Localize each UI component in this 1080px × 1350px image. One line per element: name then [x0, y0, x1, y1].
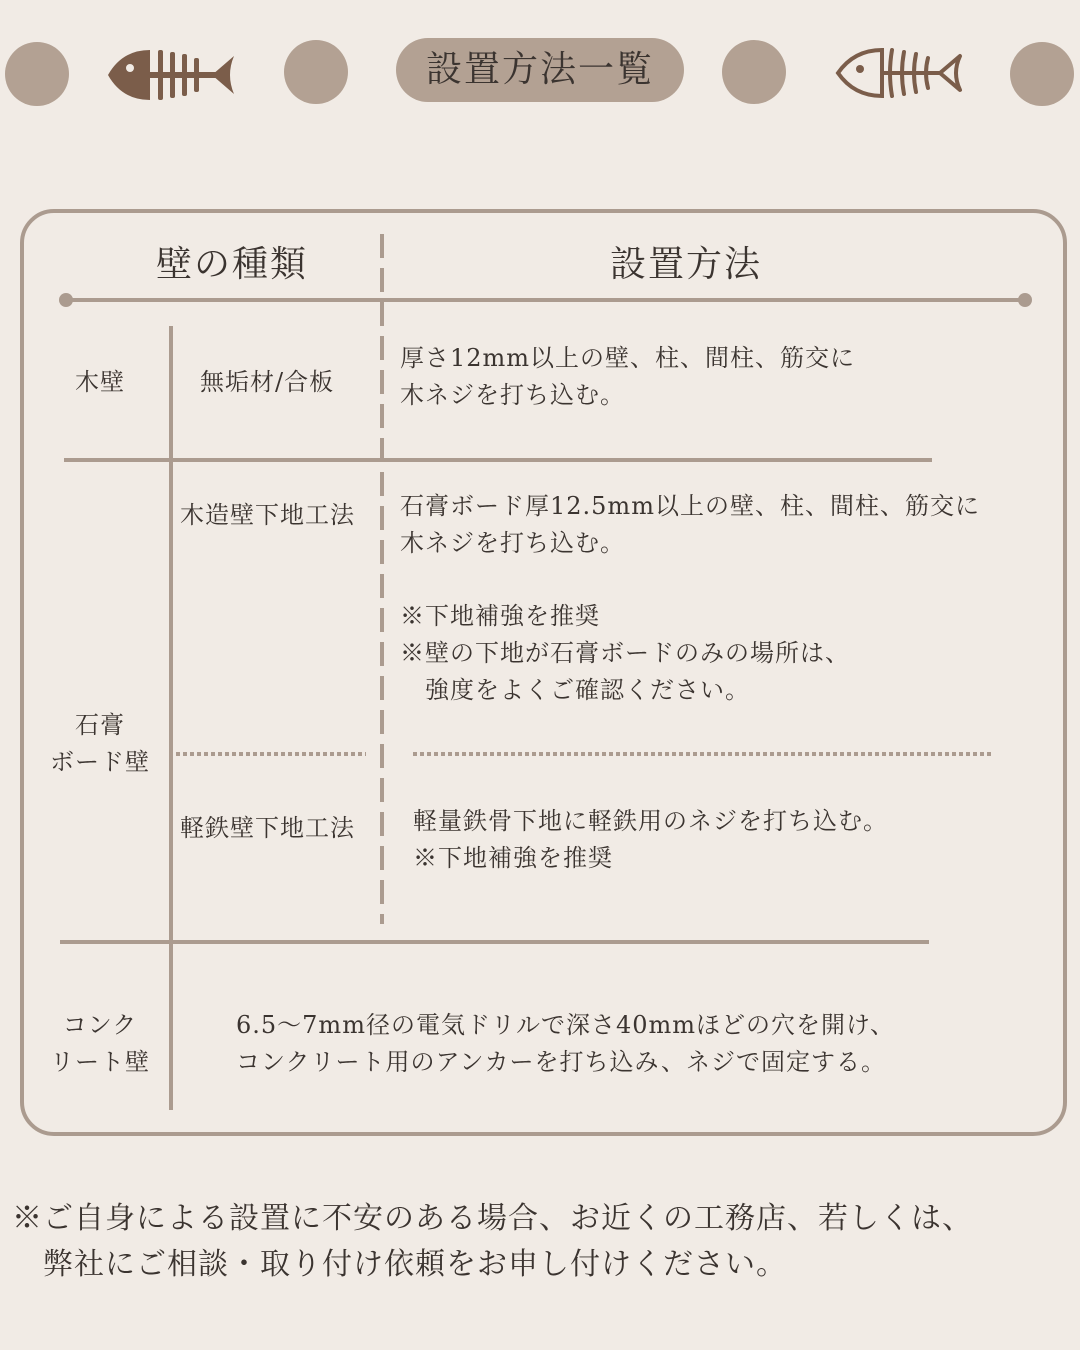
sub-row-divider — [413, 752, 993, 756]
method-text-concrete: 6.5～7mm径の電気ドリルで深さ40mmほどの穴を開け、 コンクリート用のアンカーを打ち込み、ネジで固定する。 — [236, 1011, 896, 1076]
rule-end-dot — [1018, 293, 1032, 307]
row-divider — [64, 458, 932, 462]
header-divider — [66, 298, 1025, 302]
row-divider — [60, 940, 929, 944]
type-divider — [169, 326, 173, 1110]
subtype-solid-wood: 無垢材/合板 — [200, 368, 335, 396]
sub-row-divider — [176, 752, 366, 756]
header-wall-type: 壁の種類 — [156, 244, 309, 285]
fish-bone-icon — [834, 42, 966, 104]
method-text-wood: 厚さ12mm以上の壁、柱、間柱、筋交に 木ネジを打ち込む。 — [400, 344, 856, 409]
footer-note: ※ご自身による設置に不安のある場合、お近くの工務店、若しくは、 弊社にご相談・取り付け依頼をお申し付けください。 — [12, 1201, 973, 1282]
decor-circle — [284, 40, 348, 104]
subtype-wood-frame: 木造壁下地工法 — [180, 501, 355, 529]
decor-circle — [1010, 42, 1074, 106]
column-divider — [380, 234, 384, 924]
fish-bone-icon — [104, 44, 240, 106]
method-text-steel-frame: 軽量鉄骨下地に軽鉄用のネジを打ち込む。 ※下地補強を推奨 — [413, 807, 888, 872]
wall-type-concrete: コンク リート壁 — [50, 1011, 150, 1076]
wall-type-wood: 木壁 — [75, 368, 125, 396]
page-title: 設置方法一覧 — [396, 38, 684, 102]
subtype-steel-frame: 軽鉄壁下地工法 — [180, 814, 355, 842]
method-notes-wood-frame: ※下地補強を推奨 ※壁の下地が石膏ボードのみの場所は、 強度をよくご確認ください。 — [400, 602, 850, 704]
wall-type-gypsum: 石膏 ボード壁 — [50, 711, 150, 776]
header-method: 設置方法 — [610, 244, 763, 285]
decor-circle — [722, 40, 786, 104]
decor-circle — [5, 42, 69, 106]
method-text-wood-frame: 石膏ボード厚12.5mm以上の壁、柱、間柱、筋交に 木ネジを打ち込む。 — [400, 492, 980, 557]
